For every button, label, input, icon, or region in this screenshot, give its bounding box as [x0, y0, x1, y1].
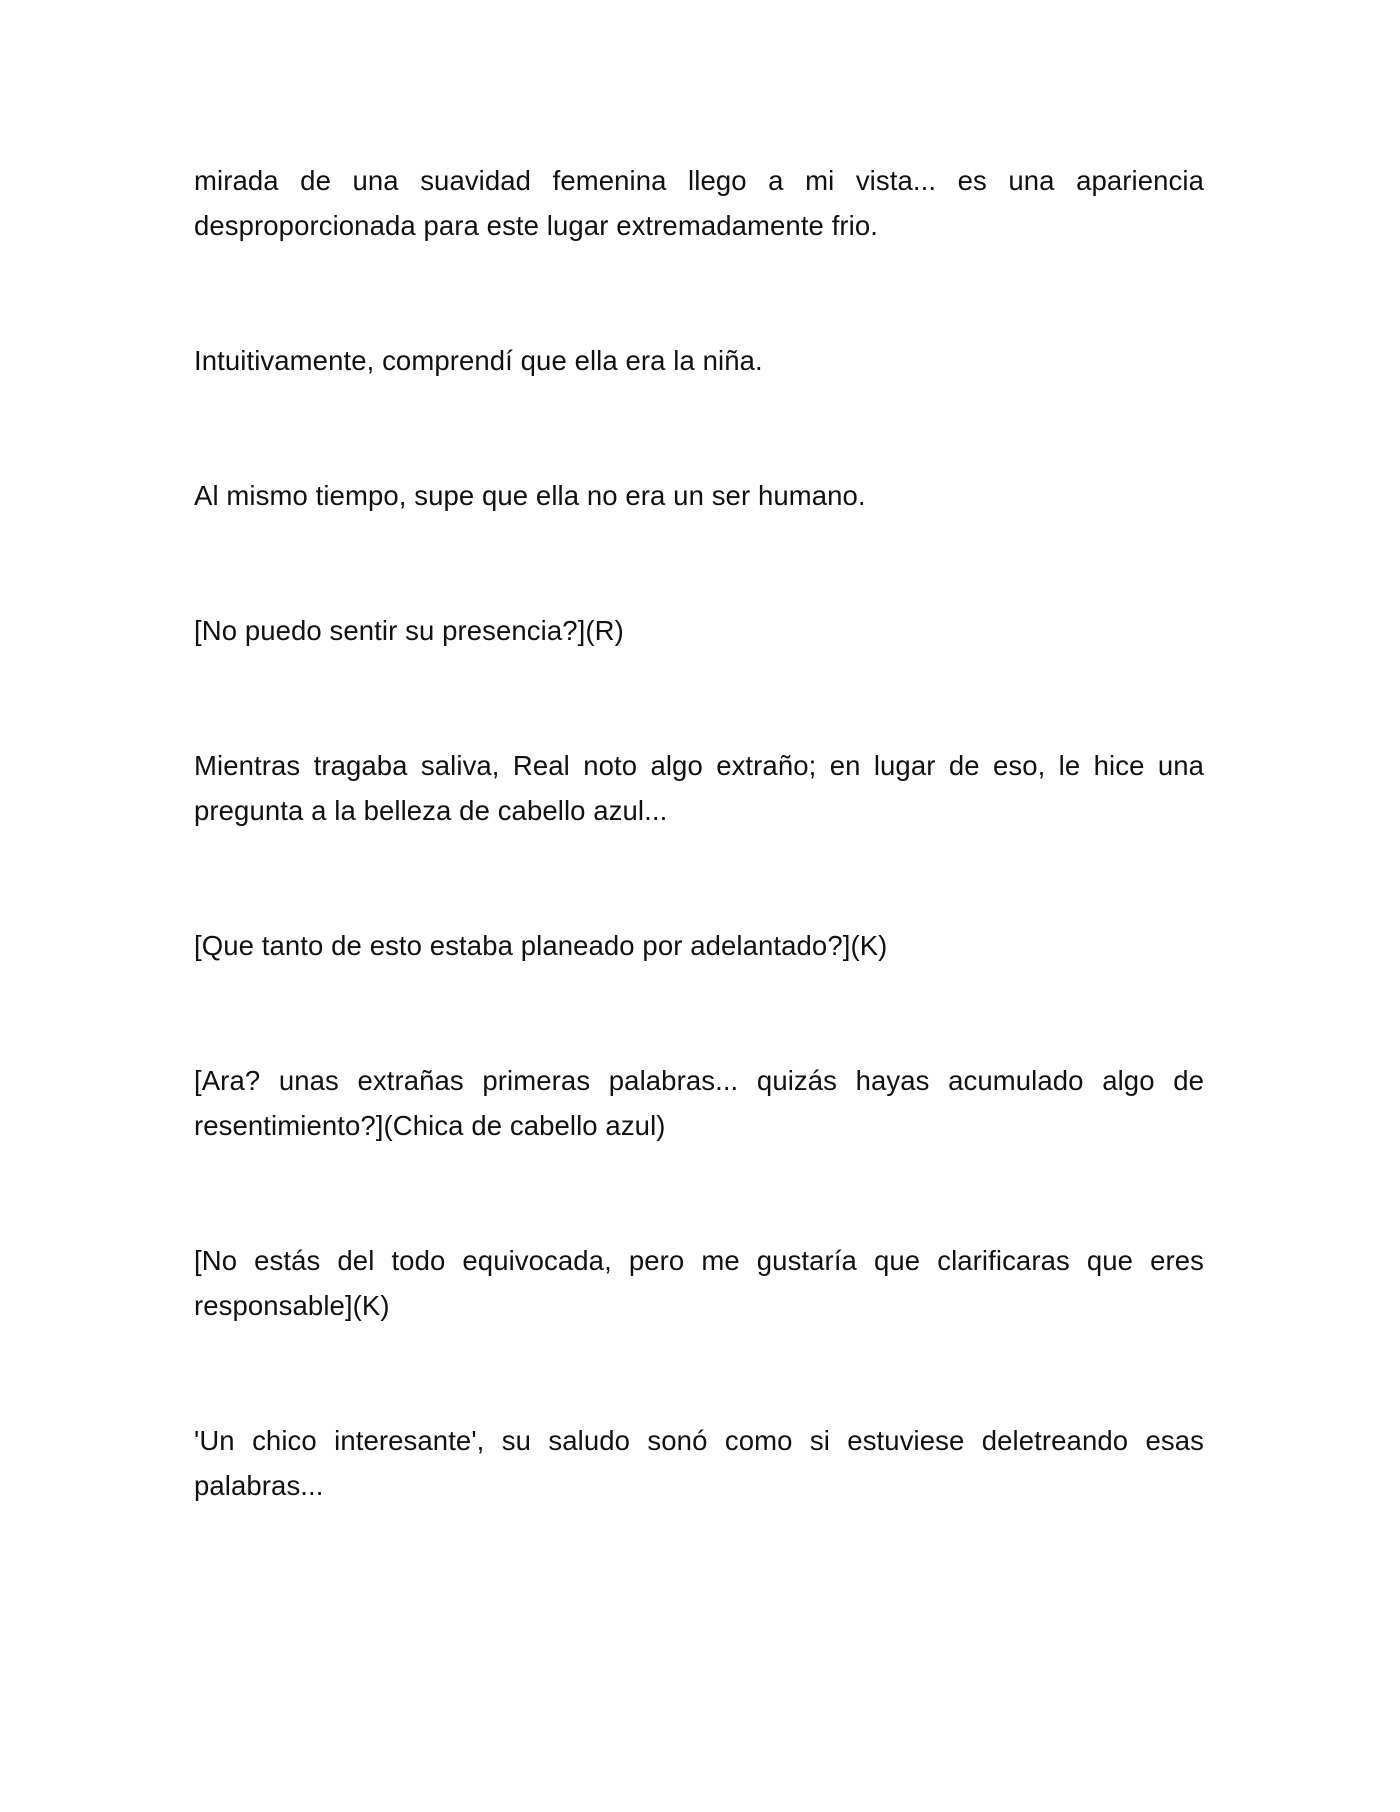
dialogue-line: [Que tanto de esto estaba planeado por adelantado?](K) [194, 930, 888, 961]
paragraph: Al mismo tiempo, supe que ella no era un ser humano. [194, 480, 866, 511]
dialogue-line: [No estás del todo equivocada, pero me gustaría que clarificaras que eres responsable](K) [194, 1245, 1204, 1321]
dialogue-line: [No puedo sentir su presencia?](R) [194, 615, 624, 646]
document-body [194, 158, 1204, 1598]
paragraph: mirada de una suavidad femenina llego a mi vista... es una apariencia desproporcionada para este lugar extremadamente frio. [194, 165, 1204, 241]
paragraph: Mientras tragaba saliva, Real noto algo extraño; en lugar de eso, le hice una pregunta a la belleza de cabello azul... [194, 750, 1204, 826]
dialogue-line: [Ara? unas extrañas primeras palabras... quizás hayas acumulado algo de resentimiento?](Chica de cabello azul) [194, 1065, 1204, 1141]
paragraph: Intuitivamente, comprendí que ella era la niña. [194, 345, 763, 376]
paragraph: 'Un chico interesante', su saludo sonó como si estuviese deletreando esas palabras... [194, 1425, 1204, 1501]
